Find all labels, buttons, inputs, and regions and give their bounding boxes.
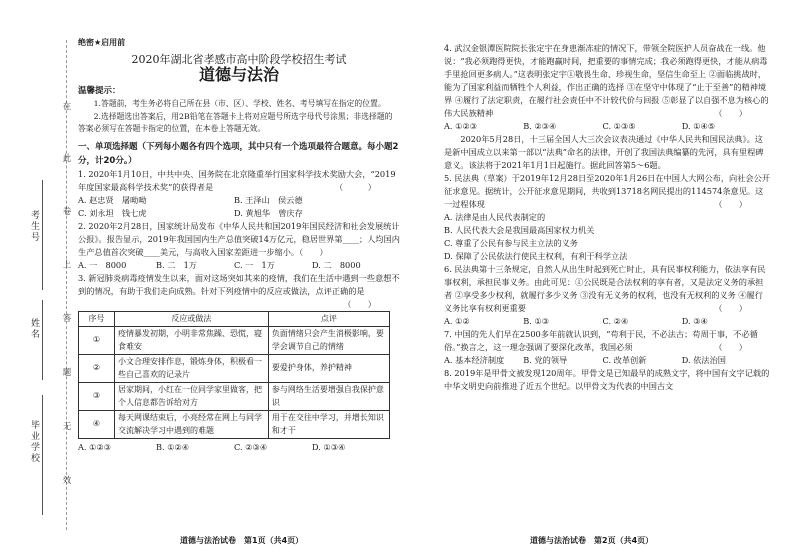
question-stem: 4. 武汉金银潭医院院长张定宇在身患渐冻症的情况下，带领全院医护人员奋战在一线。他说：“我必须跑得更快，才能跑赢时间，把重要的事情完成；我必须跑得更快，才能从病毒手里抢回更多病人。”这表明张定宇①敬畏生命、珍视生命，坚信生命至上 ②面临挑战时，能为了国家利益而牺牲个人利益，作出正确的选择 ③在坚守中体现了“止于至善”的精神境界 ④履行了法定职责，在履行社会责任中不计较代价与回报 ⑤彰显了以自强不息为核心的伟大民族精神 [444,43,769,118]
option: C. ②④ [602,316,629,326]
option: C. 尊重了公民有参与民主立法的义务 [444,238,578,248]
table-cell: 小文合理安排作息，锻炼身体，积极看一些自己喜欢的记录片 [115,355,269,383]
seal-char: 题 [62,368,72,378]
answer-paren: （ ） [343,298,376,309]
tip-item: 2.选择题选出答案后，用2B铅笔在答题卡上将对应题号所选字母代号涂黑；非选择题的答案必须写在答题卡指定的位置，在本卷上答题无效。 [78,111,393,133]
option: A. 基本经济制度 [444,355,505,365]
answer-paren: （ ） [335,181,376,192]
question-3 [78,272,400,455]
option: D. 依法治国 [681,355,726,365]
question-2 [78,220,400,272]
name-line[interactable] [42,300,43,380]
option: C. 一 1万 [234,259,275,270]
seal-char: 上 [62,260,72,270]
page-one [78,36,400,454]
table-cell: 参与网络生活要增强自我保护意识 [268,383,389,411]
option: C. 改革创新 [602,355,647,365]
option: B. 人民代表大会是我国最高国家权力机关 [444,225,595,235]
subject-title: 道德与法治 [198,65,279,84]
option: A. ①② [444,316,470,326]
answer-paren: （ ） [714,342,747,352]
table-cell: 每天网课结束后，小亮经常在网上与同学交流解决学习中遇到的难题 [115,411,269,439]
name-label: 姓名 [29,318,39,340]
option: A. ①②③ [444,121,478,131]
page-footer-left: 道德与法治试卷 第1页（共4页） [180,536,304,545]
table-cell: ④ [79,411,115,439]
question-8 [444,367,771,393]
school-line[interactable] [42,395,43,515]
exam-number-label: 考生号 [29,210,39,243]
table-cell: 负面情绪只会产生消极影响，要学会调节自己的情绪 [268,327,389,355]
tips-heading: 温馨提示： [78,86,121,96]
seal-char: 此 [62,154,72,164]
answer-paren: （ ） [714,108,747,118]
option: B. ①②④ [156,442,190,452]
answer-paren: （ ） [714,303,747,313]
option: A. 法律是由人民代表制定的 [444,212,546,222]
table-row [79,355,390,383]
question-6 [444,263,771,328]
seal-char: 卷 [62,207,72,217]
table-row [79,411,390,439]
exam-number-line[interactable] [42,180,43,290]
question-1 [78,168,400,220]
response-table [78,311,390,440]
option: C. ②③④ [234,442,268,452]
binding-dashed-line [66,40,67,530]
option: A. ①②③ [78,442,112,452]
option: D. 保障了公民依法行使民主权利，有利于科学立法 [444,251,628,261]
option: D. ③④ [681,316,708,326]
table-cell: 用于在交往中学习，并增长知识和才干 [268,411,389,439]
table-cell: ① [79,327,115,355]
seal-char: 效 [62,476,72,486]
question-stem: 8. 2019年是甲骨文被发现120周年。甲骨文是已知最早的成熟文字，将中国有文字记载的中华文明史向前推进了近五个世纪。以甲骨文为代表的中国古文 [444,368,770,391]
option: B. 二 1万 [156,259,197,270]
table-cell: 居家期间，小红在一位同学家里做客，把个人信息都告诉给对方 [115,383,269,411]
page-two [444,42,771,393]
option: D. ①③④ [312,442,346,452]
seal-char: 无 [62,422,72,432]
table-cell: ③ [79,383,115,411]
question-5 [444,172,771,263]
question-4 [444,42,771,133]
question-7 [444,328,771,367]
question-stem: 1. 2020年1月10日，中共中央、国务院在北京隆重举行国家科学技术奖励大会，“2019年度国家最高科学技术奖”的获得者是 [78,168,396,192]
question-stem: 3. 新冠肺炎病毒疫情发生以来，面对这场突如其来的疫情，我们在生活中遇到一些意想不到的情况，有助于我们走向成熟。针对下列疫情中的反应或做法，点评正确的是 [78,272,400,296]
option: D. ①④⑤ [681,121,716,131]
answer-paren: （ ） [714,199,747,209]
option: C. ①③⑤ [602,121,636,131]
table-row [79,383,390,411]
material-context: 2020年5月28日，十三届全国人大三次会议表决通过《中华人民共和国民法典》。这是新中国成立以来第一部以“法典”命名的法律，开创了我国法典编纂的先河，具有里程碑意义。该法将于2021年1月1日起施行。据此回答第5～6题。 [444,134,764,170]
seal-char: 答 [62,314,72,324]
school-label: 毕业学校 [29,420,39,464]
table-row [79,327,390,355]
question-stem: 6. 民法典第十三条规定，自然人从出生时起到死亡时止，具有民事权利能力，依法享有民事权利，承担民事义务。由此可见：①公民既是合法权利的享有者，又是法定义务的承担者 ②享受多少权利，就履行多少义务 ③没有无义务的权利，也没有无权利的义务 ④履行义务比享有权利更重要 [444,264,766,313]
question-stem: 5. 民法典（草案）于2019年12月28日至2020年1月26日在中国人大网公布，向社会公开征求意见。据统计，公开征求意见期间，共收到13718名网民提出的114574条意见。这一过程体现 [444,173,770,209]
secret-mark: 绝密★启用前 [78,38,126,47]
page-footer-right: 道德与法治试卷 第2页（共4页） [530,536,654,545]
exam-title: 2020年湖北省孝感市高中阶段学校招生考试 [131,53,347,66]
binding-margin [0,0,62,560]
section-heading: 一、单项选择题（下列每小题各有四个选项，其中只有一个选项最符合题意。每小题2分，计20分。） [78,141,399,166]
table-cell: 要爱护身体，养护精神 [268,355,389,383]
option: A. 一 8000 [78,259,127,270]
option: D. 二 8000 [312,259,361,270]
option: B. ②③④ [523,121,557,131]
option: B. 党的领导 [523,355,568,365]
seal-char: 在 [62,102,72,112]
question-stem: 2. 2020年2月28日，国家统计局发布《中华人民共和国2019年国民经济和社会发展统计公报》。报告显示，2019年我国国内生产总值突破14万亿元，稳居世界第____；人均国内生产总值首次突破____美元，与高收入国家差距进一步缩小。（ ） [78,220,400,257]
table-cell: 疫情暴发初期，小明非常焦躁、恐慌，寝食难安 [115,327,269,355]
option: A. 赵忠贤 屠呦呦 [78,194,147,205]
table-cell: ② [79,355,115,383]
question-stem: 7. 中国的先人们早在2500多年前就认识到，“苟利于民，不必法古；苟周于事，不必循俗。”换言之，这一理念强调了要深化改革，我国必须 [444,329,758,352]
tip-item: 1.答题前，考生务必将自己所在县（市、区）、学校、姓名、考号填写在指定的位置。 [93,99,386,108]
option: B. ①③ [523,316,550,326]
table-header: 反应或做法 [115,311,269,327]
table-header: 点评 [268,311,389,327]
table-header: 序号 [79,311,115,327]
option: B. 王泽山 侯云德 [234,194,303,205]
option: C. 刘永坦 钱七虎 [78,207,147,218]
option: D. 黄旭华 曾庆存 [234,207,303,218]
